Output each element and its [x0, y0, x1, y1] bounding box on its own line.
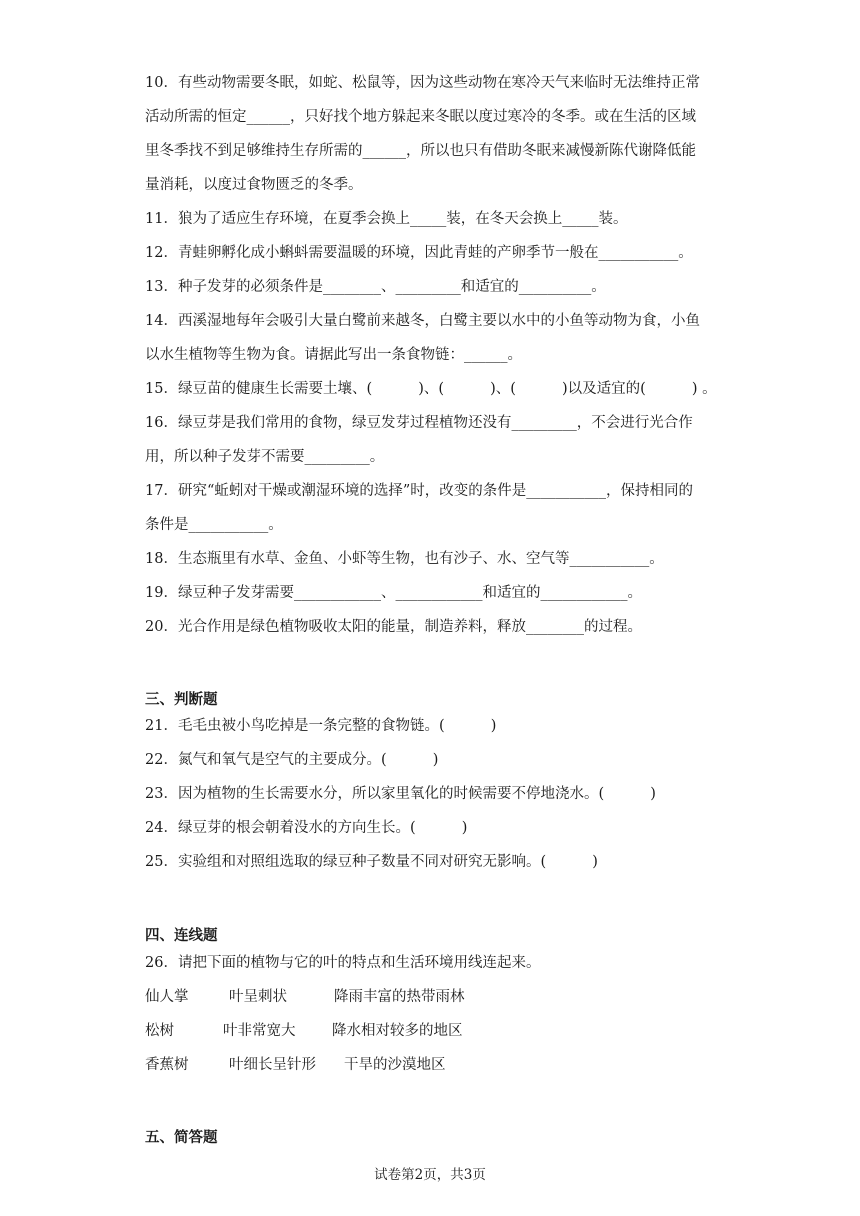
- q26: 26．请把下面的植物与它的叶的特点和生活环境用线连起来。: [145, 955, 541, 971]
- environment: 降水相对较多的地区: [332, 1023, 463, 1039]
- q14-line-2: 以水生植物等生物为食。请据此写出一条食物链：______。: [145, 347, 522, 363]
- plant-name: 香蕉树: [145, 1057, 189, 1073]
- environment: 降雨丰富的热带雨林: [334, 989, 465, 1005]
- q24: 24．绿豆芽的根会朝着没水的方向生长。( ): [145, 820, 468, 836]
- environment: 干旱的沙漠地区: [344, 1057, 446, 1073]
- q10-line-1: 10．有些动物需要冬眠，如蛇、松鼠等，因为这些动物在寒冷天气来临时无法维持正常: [145, 75, 700, 91]
- q25: 25．实验组和对照组选取的绿豆种子数量不同对研究无影响。( ): [145, 854, 598, 870]
- q23: 23．因为植物的生长需要水分，所以家里氧化的时候需要不停地浇水。( ): [145, 786, 656, 802]
- section-5-title: 五、简答题: [145, 1130, 218, 1146]
- q12: 12．青蛙卵孵化成小蝌蚪需要温暖的环境，因此青蛙的产卵季节一般在___________。: [145, 245, 693, 261]
- leaf-feature: 叶非常宽大: [223, 1023, 296, 1039]
- q11: 11．狼为了适应生存环境，在夏季会换上_____装，在冬天会换上_____装。: [145, 211, 628, 227]
- q17-line-1: 17．研究“蚯蚓对干燥或潮湿环境的选择”时，改变的条件是___________，保持相同的: [145, 483, 694, 499]
- q10-line-2: 活动所需的恒定______，只好找个地方躲起来冬眠以度过寒冷的冬季。或在生活的区域: [145, 109, 696, 125]
- q16-line-1: 16．绿豆芽是我们常用的食物，绿豆发芽过程植物还没有_________，不会进行光合作: [145, 415, 693, 431]
- q20: 20．光合作用是绿色植物吸收太阳的能量，制造养料，释放________的过程。: [145, 619, 642, 635]
- q16-line-2: 用，所以种子发芽不需要_________。: [145, 449, 385, 465]
- page-footer: 试卷第2页，共3页: [374, 1167, 486, 1183]
- q14-line-1: 14．西溪湿地每年会吸引大量白鹭前来越冬，白鹭主要以水中的小鱼等动物为食，小鱼: [145, 313, 700, 329]
- q10-line-4: 量消耗，以度过食物匮乏的冬季。: [145, 177, 363, 193]
- q18: 18．生态瓶里有水草、金鱼、小虾等生物，也有沙子、水、空气等___________。: [145, 551, 664, 567]
- section-4-title: 四、连线题: [145, 928, 218, 944]
- q21: 21．毛毛虫被小鸟吃掉是一条完整的食物链。( ): [145, 718, 497, 734]
- plant-name: 松树: [145, 1023, 174, 1039]
- q19: 19．绿豆种子发芽需要____________、____________和适宜的____________。: [145, 585, 642, 601]
- plant-name: 仙人掌: [145, 989, 189, 1005]
- q15: 15．绿豆苗的健康生长需要土壤、( )、( )、( )以及适宜的( ) 。: [145, 381, 717, 397]
- leaf-feature: 叶细长呈针形: [229, 1057, 316, 1073]
- section-3-title: 三、判断题: [145, 692, 218, 708]
- q17-line-2: 条件是___________。: [145, 517, 283, 533]
- q13: 13．种子发芽的必须条件是________、_________和适宜的__________。: [145, 279, 606, 295]
- q10-line-3: 里冬季找不到足够维持生存所需的______，所以也只有借助冬眠来减慢新陈代谢降低能: [145, 143, 696, 159]
- q22: 22．氮气和氧气是空气的主要成分。( ): [145, 752, 439, 768]
- leaf-feature: 叶呈刺状: [229, 989, 287, 1005]
